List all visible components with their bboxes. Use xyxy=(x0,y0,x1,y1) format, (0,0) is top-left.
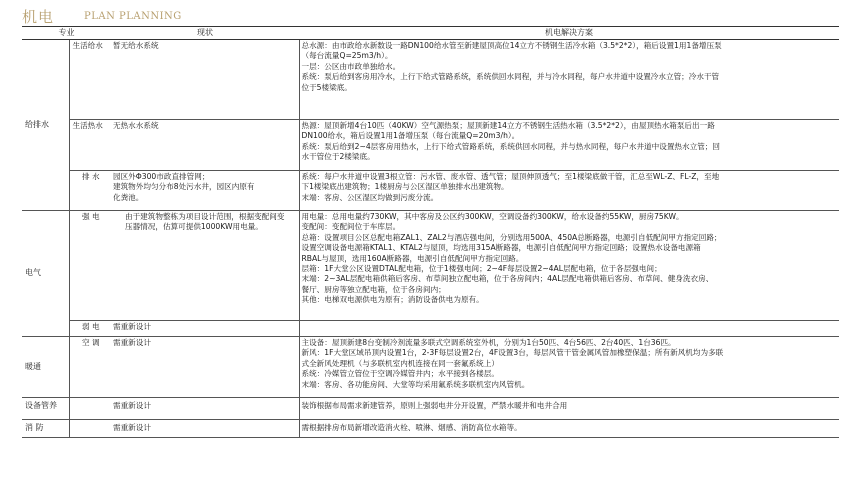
solution-drainage xyxy=(299,171,839,211)
current-drainage xyxy=(111,171,299,211)
solution-line: 需根据排房布局新增改造消火栓、喷淋、烟感、消防高位水箱等。 xyxy=(301,423,522,432)
current-equipment: 需重新设计 xyxy=(111,398,299,420)
current-hot-water: 无热水水系统 xyxy=(111,120,299,171)
solution-weak-power xyxy=(299,321,839,337)
table-row xyxy=(22,211,839,321)
solution-line: 下1楼梁底出建筑物；1楼厨房与公区湿区单独排水出建筑物。 xyxy=(301,182,509,192)
mep-plan-table xyxy=(22,26,839,438)
solution-line: RBAL与屋顶，选用160A断路器，电源引自低配间甲方指定回路。 xyxy=(301,253,524,263)
solution-line: 层箱：1F大堂公区设置DTAL配电箱，位于1楼强电间；2~4F每层设置2~4AL层配电箱，位于各层强电间； xyxy=(301,264,662,274)
solution-water-supply xyxy=(299,40,839,120)
current-hvac: 需重新设计 xyxy=(111,337,299,398)
solution-line: 系统：冷媒管立管位于空调冷媒管井内；水平接到各楼层。 xyxy=(301,369,499,379)
solution-line: 装饰根据布局需求新建管养，原则上强弱电井分开设置，严禁水暖井和电井合用 xyxy=(301,401,568,410)
solution-line: 系统：泵后给到客房用冷水，上行下给式管路系统，系统供回水同程，并与冷水同程，每户水井道中设置冷水立管；冷水干管 xyxy=(301,72,720,82)
solution-equipment xyxy=(299,398,839,420)
table-row xyxy=(22,40,839,120)
solution-line: 末端：2~3AL层配电箱供箱后客房、布草间独立配电箱，位于各房间内；4AL层配电箱供箱后客房、布草间、健身洗衣房、 xyxy=(301,274,714,284)
category-equipment-maintenance: 设备管养 xyxy=(22,398,69,420)
solution-hot-water xyxy=(299,120,839,171)
solution-line: 用电量：总用电量约730KW，其中客房及公区约300KW，空调设备约300KW，给水设备约55KW，厨房75KW。 xyxy=(301,212,684,221)
current-fire: 需重新设计 xyxy=(111,420,299,438)
current-line: 化粪池。 xyxy=(113,192,144,202)
solution-line: （每台流量Q=25m3/h）。 xyxy=(301,51,393,61)
current-line: 建筑物外均匀分布8处污水井，园区内原有 xyxy=(113,182,255,192)
solution-line: 热源：屋顶新增4台10匹（40KW）空气源热泵；屋顶新建14立方不锈钢生活热水箱（3.5*2*2），由屋顶热水箱泵后出一路 xyxy=(301,121,715,130)
solution-line: 新风：1F大堂区域吊顶内设置1台，2-3F每层设置2台，4F设置3台，每层风管干管金属风管加橡塑保温；所有新风机均为多联 xyxy=(301,348,724,358)
category-electrical: 电气 xyxy=(22,211,69,337)
header-solution: 机电解决方案 xyxy=(299,27,839,40)
current-line: 园区外Φ300市政直排管网； xyxy=(113,172,210,181)
subcategory-hot-water: 生活热水 xyxy=(69,120,111,171)
subcategory-empty xyxy=(69,420,111,438)
table-row xyxy=(22,120,839,171)
solution-line: 主设备：屋顶新建8台变制冷剂流量多联式空调系统室外机，分别为1台50匹、4台56匹、2台40匹、1台36匹。 xyxy=(301,338,676,347)
subcategory-strong-power: 强 电 xyxy=(69,211,111,321)
table-row xyxy=(22,398,839,420)
solution-line: 变配间：变配间位于车库层。 xyxy=(301,222,401,232)
header-specialty: 专业 xyxy=(22,27,111,40)
subcategory-water-supply: 生活给水 xyxy=(69,40,111,120)
subcategory-air-conditioning: 空 调 xyxy=(69,337,111,398)
current-strong-power xyxy=(111,211,299,321)
solution-line: 总箱：设置项目公区总配电箱ZAL1、ZAL2与酒店强电间，分别选用500A、450A总断路器，电源引自低配间甲方指定回路； xyxy=(301,232,722,242)
subcategory-empty xyxy=(69,398,111,420)
table-row xyxy=(22,321,839,337)
category-hvac: 暖通 xyxy=(22,337,69,398)
solution-line: 末端：客房、公区湿区均做到污废分流。 xyxy=(301,192,439,202)
solution-line: 末端：客房、各功能房间、大堂等均采用氟系统多联机室内风管机。 xyxy=(301,379,530,389)
page-title: 机电 xyxy=(22,8,55,26)
category-plumbing: 给排水 xyxy=(22,40,69,211)
solution-line: 系统：每户水井道中设置3根立管：污水管、废水管、透气管；屋顶伸顶透气；至1楼梁底做干管，汇总至WL-Z、FL-Z，至地 xyxy=(301,172,720,181)
solution-line: 系统：泵后给到2~4层客房用热水，上行下给式管路系统，系统供回水同程，并与热水同程，每户水井道中设置热水立管；回 xyxy=(301,141,720,151)
subcategory-drainage: 排 水 xyxy=(69,171,111,211)
header-current: 现状 xyxy=(111,27,299,40)
category-fire-protection: 消 防 xyxy=(22,420,69,438)
solution-line: 水干管位于2楼梁底。 xyxy=(301,152,375,162)
solution-line: DN100给水，箱后设置1用1备增压泵（每台流量Q=20m3/h）。 xyxy=(301,131,520,141)
solution-line: 总水源：由市政给水新数设一路DN100给水管至新建屋顶高位14立方不锈钢生活冷水箱（3.5*2*2），箱后设置1用1备增压泵 xyxy=(301,41,722,50)
solution-line: 设置空调设备电源箱KTAL1、KTAL2与屋顶，均选用315A断路器，电源引自低配间甲方指定回路；设置热水设备电源箱 xyxy=(301,243,701,253)
current-weak-power: 需重新设计 xyxy=(111,321,299,337)
table-row xyxy=(22,171,839,211)
solution-fire xyxy=(299,420,839,438)
solution-strong-power xyxy=(299,211,839,321)
solution-line: 一层：公区由市政单独给水。 xyxy=(301,61,401,71)
solution-line: 餐厅、厨房等独立配电箱，位于各房间内； xyxy=(301,284,446,294)
solution-line: 其他：电梯双电源供电为原有；消防设备供电为原有。 xyxy=(301,295,484,305)
solution-line: 式全新风处理机（与多联机室内机连接在同一套氟系统上） xyxy=(301,358,499,368)
table-header-row xyxy=(22,27,839,40)
solution-hvac xyxy=(299,337,839,398)
solution-line: 位于5楼梁底。 xyxy=(301,82,352,92)
current-text: 由于建筑物整栋为项目设计范围，根据变配间变压器情况，估算可提供1000KW用电量。 xyxy=(125,212,285,232)
table-row xyxy=(22,420,839,438)
current-water-supply: 暂无给水系统 xyxy=(111,40,299,120)
table-row xyxy=(22,337,839,398)
page-subtitle: PLAN PLANNING xyxy=(84,11,182,22)
subcategory-weak-power: 弱 电 xyxy=(69,321,111,337)
